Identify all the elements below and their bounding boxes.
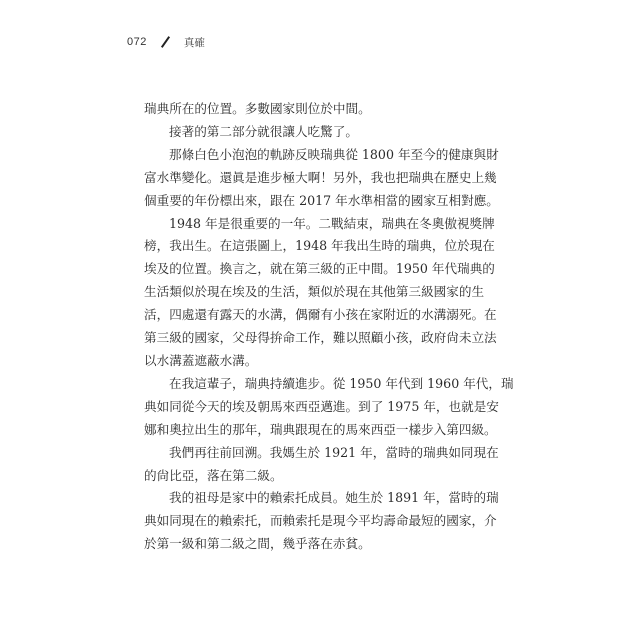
paragraph bbox=[144, 98, 490, 121]
text-line: 的尙比亞，落在第二級。 bbox=[144, 467, 283, 483]
page-number: 072 bbox=[127, 36, 147, 48]
paragraph bbox=[144, 487, 499, 556]
text-line: 生活類似於現在埃及的生活，類似於現在其他第三級國家的生 bbox=[144, 284, 485, 300]
text-line: 那條白色小泡泡的軌跡反映瑞典從 1800 年至今的健康與財 bbox=[169, 146, 499, 162]
text-line: 埃及的位置。換言之，就在第三級的正中間。1950 年代瑞典的 bbox=[144, 261, 495, 277]
header-slash-divider bbox=[161, 36, 170, 48]
text-line: 接著的第二部分就很讓人吃驚了。 bbox=[169, 123, 358, 139]
text-line: 富水準變化。還眞是進步極大啊！另外，我也把瑞典在歷史上幾 bbox=[144, 169, 497, 185]
page-header bbox=[127, 33, 205, 51]
paragraph bbox=[144, 144, 499, 213]
text-line: 在我這輩子，瑞典持續進步。從 1950 年代到 1960 年代，瑞 bbox=[169, 375, 514, 391]
text-line: 1948 年是很重要的一年。二戰結束，瑞典在冬奧傲視獎牌 bbox=[169, 215, 495, 231]
text-line: 典如同現在的賴索托，而賴索托是現今平均壽命最短的國家，介 bbox=[144, 513, 497, 529]
paragraph bbox=[144, 373, 514, 442]
text-line: 以水溝蓋遮蔽水溝。 bbox=[144, 352, 258, 368]
running-title: 真確 bbox=[183, 36, 205, 49]
text-line: 典如同從今天的埃及朝馬來西亞邁進。到了 1975 年，也就是安 bbox=[144, 398, 499, 414]
text-line: 於第一級和第二級之間，幾乎落在赤貧。 bbox=[144, 536, 371, 552]
text-line: 個重要的年份標出來，跟在 2017 年水準相當的國家互相對應。 bbox=[144, 192, 499, 208]
text-line: 瑞典所在的位置。多數國家則位於中間。 bbox=[144, 101, 371, 116]
paragraph bbox=[144, 121, 490, 144]
text-line: 活，四處還有露天的水溝，偶爾有小孩在家附近的水溝溺死。在 bbox=[144, 307, 497, 323]
text-line: 我的祖母是家中的賴索托成員。她生於 1891 年，當時的瑞 bbox=[169, 490, 499, 506]
text-line: 娜和奧拉出生的那年，瑞典跟現在的馬來西亞一樣步入第四級。 bbox=[144, 421, 497, 437]
text-line: 第三級的國家，父母得拚命工作，難以照顧小孩，政府尙未立法 bbox=[144, 330, 497, 346]
body-text bbox=[144, 98, 514, 556]
paragraph bbox=[144, 213, 497, 373]
text-line: 榜，我出生。在這張圖上，1948 年我出生時的瑞典，位於現在 bbox=[144, 238, 495, 254]
paragraph bbox=[144, 442, 499, 488]
text-line: 我們再往前回溯。我媽生於 1921 年，當時的瑞典如同現在 bbox=[169, 444, 499, 460]
